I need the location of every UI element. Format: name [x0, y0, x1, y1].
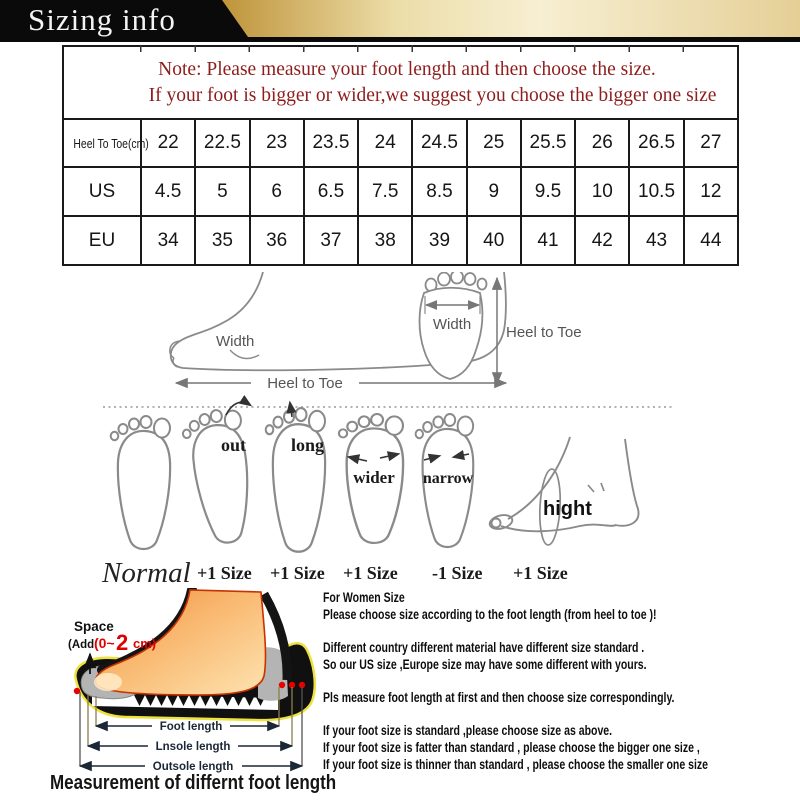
size-adjust-label: +1 Size — [343, 563, 398, 583]
size-table — [62, 45, 739, 266]
table-cell: 10.5 — [629, 167, 683, 216]
footprint-out — [181, 407, 256, 546]
table-row-us — [63, 167, 738, 216]
foot-length-label: Foot length — [159, 721, 223, 733]
foot-type-label-long: long — [291, 435, 325, 455]
table-cell: 26 — [575, 119, 629, 167]
table-cell: 22.5 — [195, 119, 249, 167]
table-cell: 8.5 — [412, 167, 466, 216]
size-adjust-label: +1 Size — [270, 563, 325, 583]
note-line: Pls measure foot length at first and then choose size correspondingly. — [323, 690, 675, 705]
note-line: If your foot size is fatter than standard , please choose the bigger one size , — [323, 740, 700, 755]
note-line: So our US size ,Europe size may have some different with yours. — [323, 657, 647, 672]
foot-measure-diagram — [0, 272, 800, 400]
table-cell: 23.5 — [304, 119, 358, 167]
footprint-normal — [111, 416, 170, 549]
top-heel-to-toe-label: Heel to Toe — [506, 324, 582, 341]
side-heel-to-toe-label: Heel to Toe — [267, 375, 343, 392]
table-cell: 27 — [684, 119, 738, 167]
note-line: If your foot size is standard ,please choose size as above. — [323, 723, 613, 738]
outsole-length-label: Outsole length — [152, 761, 234, 773]
table-cell: 37 — [304, 216, 358, 265]
foot-type-label-hight: hight — [543, 498, 592, 520]
side-width-label: Width — [216, 333, 255, 350]
gold-ribbon — [222, 0, 800, 37]
table-cell: 39 — [412, 216, 466, 265]
note-line: Different country different material have different size standard . — [323, 640, 645, 655]
table-cell: 7.5 — [358, 167, 412, 216]
table-cell: 12 — [684, 167, 738, 216]
table-cell: 4.5 — [141, 167, 195, 216]
table-row-eu — [63, 216, 738, 265]
table-row-heel-to-toe — [63, 119, 738, 167]
row-label: EU — [63, 216, 141, 265]
top-width-label: Width — [432, 316, 472, 333]
table-cell: 36 — [250, 216, 304, 265]
sizing-notes — [323, 589, 793, 773]
note-box — [63, 46, 738, 119]
note-line-1: Note: Please measure your foot length and then choose the size. — [158, 58, 656, 80]
foot-type-label-wider: wider — [353, 468, 395, 487]
note-line-2: If your foot is bigger or wider,we suggest you choose the bigger one size — [148, 84, 717, 106]
footprint-long — [266, 408, 325, 552]
size-adjust-label: -1 Size — [432, 563, 483, 583]
table-cell: 10 — [575, 167, 629, 216]
foot-types-diagram — [80, 395, 700, 595]
shoe-cross-section-diagram — [30, 588, 330, 800]
table-cell: 23 — [250, 119, 304, 167]
size-adjust-label: +1 Size — [513, 563, 568, 583]
table-cell: 26.5 — [629, 119, 683, 167]
table-cell: 42 — [575, 216, 629, 265]
foot-type-label-out: out — [221, 435, 247, 455]
table-cell: 25 — [467, 119, 521, 167]
note-row — [63, 46, 738, 119]
toe-highlight — [94, 673, 122, 691]
table-cell: 24.5 — [412, 119, 466, 167]
table-cell: 43 — [629, 216, 683, 265]
table-cell: 34 — [141, 216, 195, 265]
space-number-label: 2 — [116, 630, 129, 655]
row-label: Heel To Toe(cm) — [63, 119, 141, 167]
space-label: Space — [74, 619, 114, 634]
table-cell: 9.5 — [521, 167, 575, 216]
note-line: Please choose size according to the foot length (from heel to toe )! — [323, 607, 657, 622]
table-cell: 40 — [467, 216, 521, 265]
insole-length-label: Lnsole length — [155, 741, 231, 753]
diagram-caption: Measurement of differnt foot length — [50, 772, 337, 794]
table-top-ticks — [140, 45, 686, 52]
hight-foot-outline — [488, 437, 638, 545]
note-line: For Women Size — [323, 590, 405, 605]
page-title: Sizing info — [28, 2, 176, 37]
table-cell: 38 — [358, 216, 412, 265]
header-bar — [0, 0, 800, 42]
table-cell: 35 — [195, 216, 249, 265]
space-unit-label: cm) — [133, 636, 157, 651]
note-line: If your foot size is thinner than standard , please choose the smaller one size — [323, 757, 709, 772]
table-cell: 24 — [358, 119, 412, 167]
foot-type-label-narrow: narrow — [422, 470, 474, 487]
table-cell: 9 — [467, 167, 521, 216]
table-cell: 25.5 — [521, 119, 575, 167]
space-range-label: (0~ — [94, 635, 115, 651]
row-label: US — [63, 167, 141, 216]
table-cell: 41 — [521, 216, 575, 265]
table-cell: 5 — [195, 167, 249, 216]
table-cell: 22 — [141, 119, 195, 167]
table-cell: 6.5 — [304, 167, 358, 216]
space-add-label: (Add — [68, 639, 95, 651]
size-adjust-label: +1 Size — [197, 563, 252, 583]
foot-type-normal-label: Normal — [102, 557, 191, 589]
table-cell: 6 — [250, 167, 304, 216]
table-cell: 44 — [684, 216, 738, 265]
